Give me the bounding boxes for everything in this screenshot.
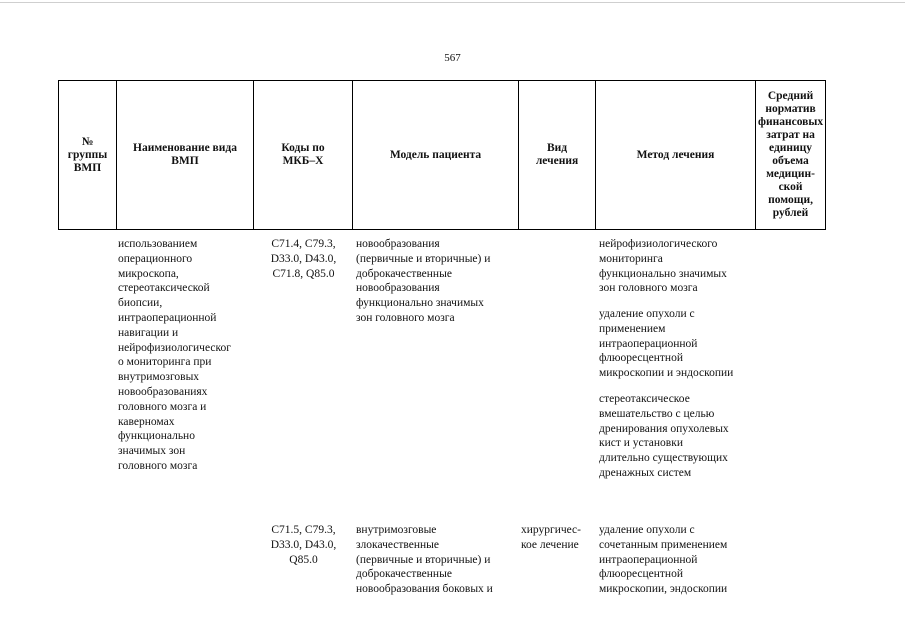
table-header (58, 80, 826, 230)
header-treatment-type: Вид лечения (519, 81, 596, 230)
header-vmp-name: Наименование вида ВМП (117, 81, 254, 230)
row2-method-1: удаление опухоли с сочетанным применением интраоперационной флюоресцентной микроскопии, эндоскопии (599, 524, 728, 596)
header-group-number: № группы ВМП (59, 81, 117, 230)
row1-method-1: нейрофизиологического мониторинга функционально значимых зон головного мозга (599, 238, 727, 295)
row2-icd-codes: C71.5, C79.3, D33.0, D43.0, Q85.0 (270, 524, 337, 566)
header-treatment-method: Метод лечения (596, 81, 756, 230)
row1-icd-codes: C71.4, C79.3, D33.0, D43.0, C71.8, Q85.0 (270, 238, 337, 280)
row2-patient-model: внутримозговые злокачественные (первичные и вторичные) и доброкачественные новообразования боковых и (356, 524, 493, 596)
page-number: 567 (444, 52, 461, 64)
scan-top-edge (0, 2, 905, 3)
row2-treatment-type: хирургичес- кое лечение (521, 524, 581, 551)
header-patient-model: Модель пациента (353, 81, 519, 230)
row1-vmp-name: использованием операционного микроскопа, стереотаксической биопсии, интраоперационной навигации и нейрофизиологическог о мониторинга при внутримозговых новообразованиях головного мозга и каверномах функционально значимых зон головного мозга (118, 238, 231, 472)
header-icd-codes: Коды по МКБ–Х (254, 81, 353, 230)
row1-method-3: стереотаксическое вмешательство с целью дренирования опухолевых кист и установки длительно существующих дренажных систем (599, 393, 729, 479)
row1-patient-model: новообразования (первичные и вторичные) и доброкачественные новообразования функционально значимых зон головного мозга (356, 238, 491, 324)
row1-method-2: удаление опухоли с применением интраоперационной флюоресцентной микроскопии и эндоскопии (599, 308, 734, 380)
header-average-cost: Средний норматив финансовых затрат на единицу объема медицин- ской помощи, рублей (756, 81, 826, 230)
header-row (59, 81, 826, 230)
